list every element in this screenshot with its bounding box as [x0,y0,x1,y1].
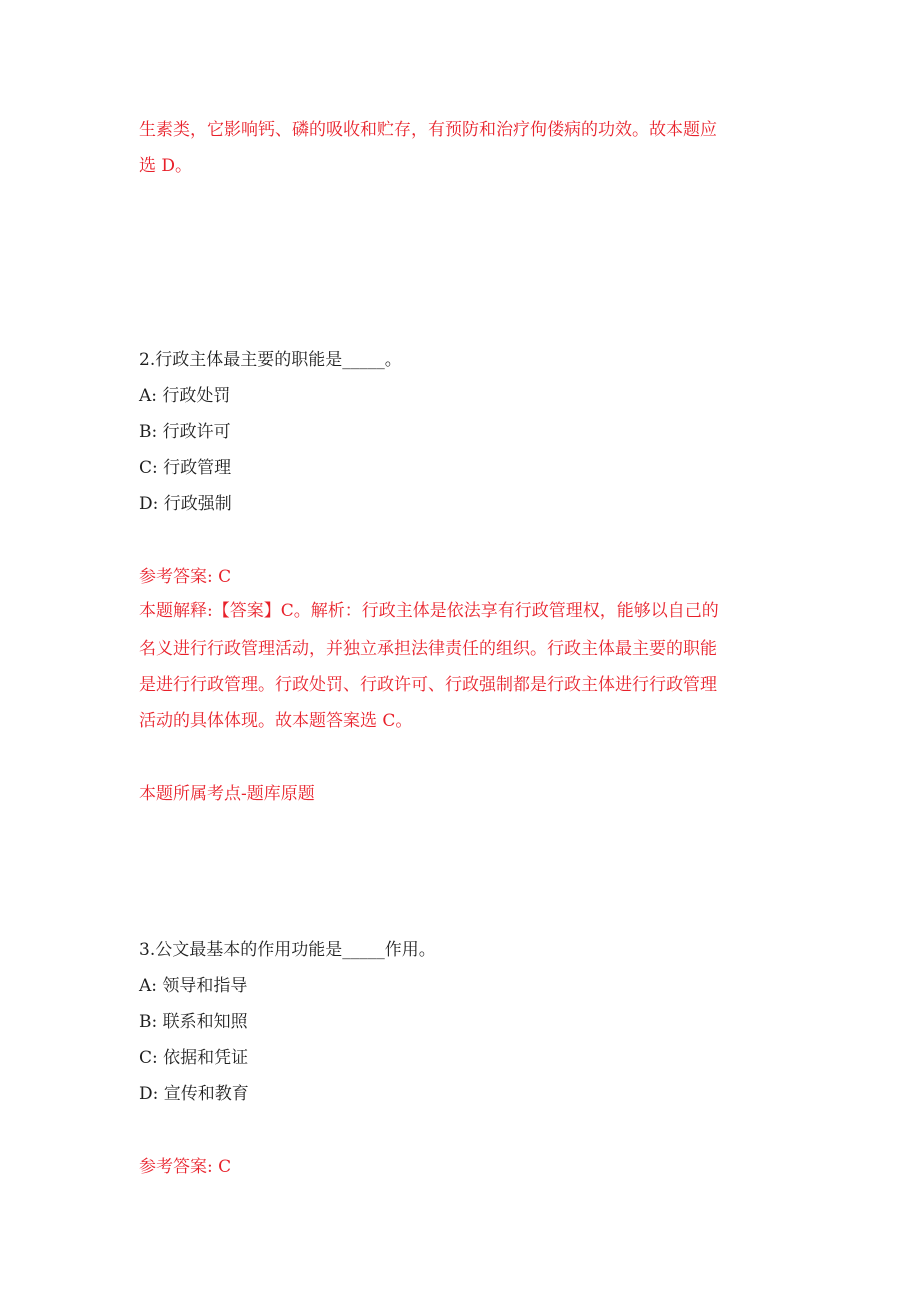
q1-explanation-line-1: 生素类，它影响钙、磷的吸收和贮存，有预防和治疗佝偻病的功效。故本题应 [139,120,717,140]
q2-option-a: A: 行政处罚 [139,386,231,406]
q3-option-c: C: 依据和凭证 [139,1048,249,1068]
q1-explanation-line-2: 选 D。 [139,156,193,176]
q2-explanation-line-3: 是进行行政管理。行政处罚、行政许可、行政强制都是行政主体进行行政管理 [139,675,717,695]
q2-explanation-line-1: 本题解释:【答案】C。解析：行政主体是依法享有行政管理权，能够以自己的 [139,601,719,621]
q3-option-a: A: 领导和指导 [139,976,248,996]
q2-stem: 2.行政主体最主要的职能是_____。 [139,350,402,370]
q2-option-b: B: 行政许可 [139,422,231,442]
q3-option-d: D: 宣传和教育 [139,1084,249,1104]
q2-option-d: D: 行政强制 [139,494,232,514]
q2-explanation-line-4: 活动的具体体现。故本题答案选 C。 [139,711,413,731]
q2-topic: 本题所属考点-题库原题 [139,784,315,804]
q2-answer: 参考答案: C [139,567,232,587]
q3-option-b: B: 联系和知照 [139,1012,248,1032]
q2-explanation-line-2: 名义进行行政管理活动，并独立承担法律责任的组织。行政主体最主要的职能 [139,639,717,659]
q3-stem: 3.公文最基本的作用功能是_____作用。 [139,940,436,960]
q3-answer: 参考答案: C [139,1157,232,1177]
q2-option-c: C: 行政管理 [139,458,232,478]
